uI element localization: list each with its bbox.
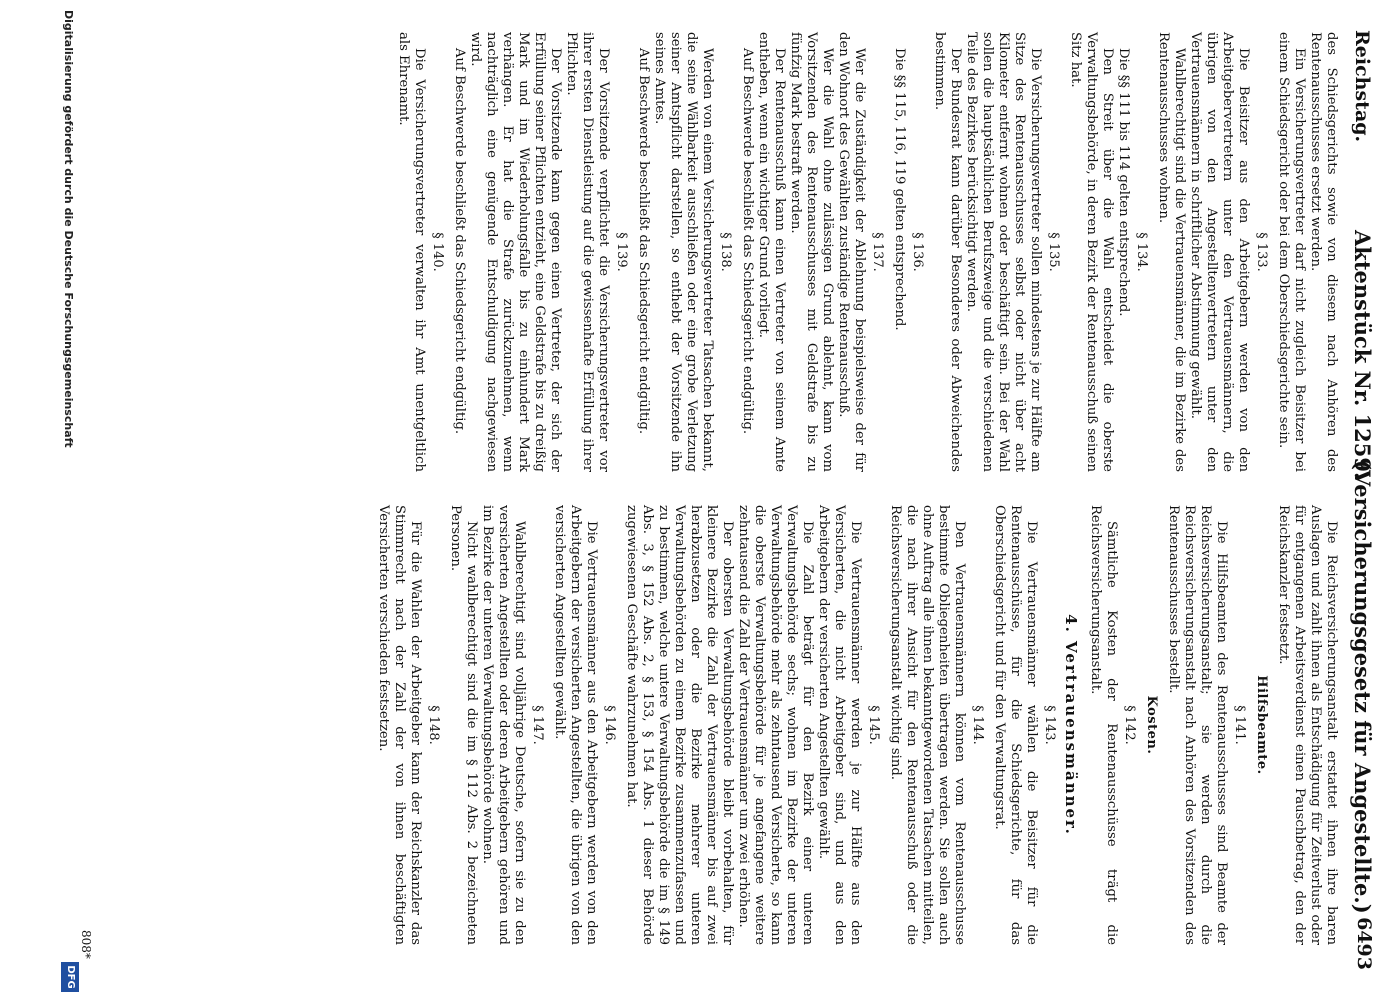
- header-title: (Versicherungsgesetz für Angestellte.): [1350, 460, 1375, 914]
- paragraph: Für die Wahlen der Arbeitgeber kann der Reichskanzler das Stimmrecht nach der Zahl der von ihnen beschäftigten Versicherten verschieden festsetzen.: [376, 505, 423, 945]
- paragraph: Die Versicherungsvertreter verwalten ihr Amt unentgeltlich als Ehrenamt.: [396, 32, 427, 472]
- paragraph: Die §§ 115, 116, 119 gelten entsprechend.: [892, 48, 907, 331]
- paragraph: Werden von einem Versicherungsvertreter Tatsachen bekannt, die seine Wählbarkeit ausschließen oder eine grobe Verletzung seiner Amtspflicht darstellen, so enthebt der Vorsitzende ihn seines Amtes.: [652, 32, 715, 472]
- section-number: § 136.: [910, 232, 925, 272]
- subheading: Kosten.: [1144, 695, 1159, 755]
- paragraph: Der Bundesrat kann darüber Besonderes oder Abweichendes bestimmen.: [932, 32, 963, 472]
- section-number: § 139.: [614, 232, 629, 272]
- chapter-heading: 4. Vertrauensmänner.: [1062, 614, 1080, 836]
- section-number: § 144.: [970, 705, 985, 745]
- paragraph: Den Streit über die Wahl entscheidet die oberste Verwaltungsbehörde, in deren Bezirk der Rentenausschuß seinen Sitz hat.: [1068, 32, 1115, 472]
- paragraph: Wahlberechtigt sind volljährige Deutsche, sofern sie zu den versicherten Angestellten oder deren Arbeitgebern gehören und im Bezirke der unteren Verwaltungsbehörde wohnen.: [480, 505, 527, 945]
- paragraph: Der obersten Verwaltungsbehörde bleibt vorbehalten, für kleinere Bezirke die Zahl der Vertrauensmänner bis auf zwei herabzusetzen oder die Bezirke mehrerer unteren Verwaltungsbehörden zu einem Bezirke zusammenzufassen und zu bestimmen, welche untere Verwaltungsbehörde die im § 149 Abs. 3, § 152 Abs. 2, § 153, § 154 Abs. 1 dieser Behörde zugewiesenen Geschäfte wahrzunehmen hat.: [624, 505, 735, 945]
- left-column: [395, 32, 1339, 472]
- section-number: § 143.: [1042, 705, 1057, 745]
- header-document-number: Aktenstück Nr. 1259.: [1350, 230, 1375, 480]
- section-number: § 146.: [602, 705, 617, 745]
- dfg-logo: DFG: [61, 962, 79, 992]
- header-left: Reichstag.: [1351, 30, 1373, 143]
- section-number: § 133.: [1254, 232, 1269, 272]
- paragraph: Die Zahl beträgt für den Bezirk einer unteren Verwaltungsbehörde sechs; wohnen im Bezirke der unteren Verwaltungsbehörde mehr als zehntausend Versicherte, so kann die oberste Verwaltungsbehörde für je angefangene weitere zehntausend die Zahl der Vertrauensmänner um zwei erhöhen.: [736, 505, 815, 945]
- paragraph: Die §§ 111 bis 114 gelten entsprechend.: [1116, 48, 1131, 317]
- section-number: § 134.: [1134, 232, 1149, 272]
- paragraph: Der Rentenausschuß kann einen Vertreter von seinem Amte entheben, wenn ein wichtiger Grund vorliegt.: [756, 32, 787, 472]
- section-number: § 142.: [1122, 705, 1137, 745]
- page-header: [1345, 30, 1375, 970]
- digitization-credit: Digitalisierung gefördert durch die Deutsche Forschungsgemeinschaft: [62, 10, 75, 448]
- page-number: 6493: [1353, 917, 1375, 970]
- paragraph: Der Vorsitzende verpflichtet die Versicherungsvertreter vor ihrer ersten Dienstleistung auf die gewissenhafte Erfüllung ihrer Pflichten.: [564, 32, 611, 472]
- paragraph: Auf Beschwerde beschließt das Schiedsgericht endgültig.: [636, 48, 651, 435]
- paragraph: Die Vertrauensmänner wählen die Beisitzer für die Rentenausschüsse, für die Schiedsgerichte, für das Oberschiedsgericht und für den Verwaltungsrat.: [992, 505, 1039, 945]
- paragraph: Der Vorsitzende kann gegen einen Vertreter, der sich der Erfüllung seiner Pflichten entzieht, eine Geldstrafe bis zu dreißig Mark und im Wiederholungsfalle bis zu einhundert Mark verhängen. Er hat die Strafe zurückzunehmen, wenn nachträglich eine genügende Entschuldigung nachgewiesen wird.: [468, 32, 563, 472]
- paragraph: Die Versicherungsvertreter sollen mindestens je zur Hälfte am Sitze des Rentenausschusses selbst oder nicht über acht Kilometer entfernt wohnen oder beschäftigt sein. Bei der Wahl sollen die hauptsächlichen Berufszweige und die verschiedenen Teile des Bezirkes berücksichtigt werden.: [964, 32, 1043, 472]
- paragraph: Sämtliche Kosten der Rentenausschüsse trägt die Reichsversicherungsanstalt.: [1088, 505, 1119, 945]
- section-number: § 138.: [718, 232, 733, 272]
- paragraph: Die Vertrauensmänner werden je zur Hälfte aus den Versicherten, die nicht Arbeitgeber sind, und aus den Arbeitgebern der versicherten Angestellten gewählt.: [816, 505, 863, 945]
- digitization-sidebar: [53, 0, 83, 1000]
- paragraph: Wer die Zuständigkeit der Ablehnung beispielsweise der für den Wohnort des Gewählten zuständige Rentenausschuß.: [836, 32, 867, 472]
- paragraph: Die Hilfsbeamten des Rentenausschusses sind Beamte der Reichsversicherungsanstalt; sie werden durch die Reichsversicherungsanstalt nach Anhören des Vorsitzenden des Rentenausschusses bestellt.: [1166, 505, 1229, 945]
- section-number: § 141.: [1232, 705, 1247, 745]
- section-number: § 140.: [430, 232, 445, 272]
- section-number: § 137.: [870, 232, 885, 272]
- section-number: § 148.: [426, 705, 441, 745]
- section-number: § 145.: [866, 705, 881, 745]
- paragraph: Nicht wahlberechtigt sind die im § 112 Abs. 2 bezeichneten Personen.: [448, 505, 479, 945]
- section-number: § 135.: [1046, 232, 1061, 272]
- paragraph: Die Reichsversicherungsanstalt erstattet ihnen ihre baren Auslagen und zahlt ihnen als Entschädigung für Zeitverlust oder für entgangenen Arbeitsverdienst einen Pauschbetrag, den der Reichskanzler festsetzt.: [1276, 505, 1339, 945]
- paragraph: Auf Beschwerde beschließt das Schiedsgericht endgültig.: [452, 48, 467, 435]
- paragraph: Auf Beschwerde beschließt das Schiedsgericht endgültig.: [740, 48, 755, 435]
- right-column: [375, 505, 1339, 945]
- subheading: Hilfsbeamte.: [1254, 675, 1269, 775]
- paragraph: Wahlberechtigt sind die Vertrauensmänner, die im Bezirke des Rentenausschusses wohnen.: [1156, 32, 1187, 472]
- section-number: § 147.: [530, 705, 545, 745]
- paragraph: Wer die Wahl ohne zulässigen Grund ablehnt, kann vom Vorsitzenden des Rentenausschusses mit Geldstrafe bis zu fünfzig Mark bestraft werden.: [788, 32, 835, 472]
- paragraph: Den Vertrauensmännern können vom Rentenausschusse bestimmte Obliegenheiten übertragen werden. Sie sollen auch ohne Auftrag alle ihnen bekanntgewordenen Tatsachen mitteilen, die nach ihrer Ansicht für den Rentenausschuß oder die Reichsversicherungsanstalt wichtig sind.: [888, 505, 967, 945]
- signature-mark: 808*: [79, 930, 93, 959]
- paragraph: Ein Versicherungsvertreter darf nicht zugleich Beisitzer bei einem Schiedsgericht oder bei dem Oberschiedsgerichte sein.: [1276, 32, 1307, 472]
- paragraph: des Schiedsgerichts sowie von diesem nach Anhören des Rentenausschusses ersetzt werden.: [1308, 32, 1339, 472]
- paragraph: Die Vertrauensmänner aus den Arbeitgebern werden von den Arbeitgebern der versicherten Angestellten, die übrigen von den versicherten Angestellten gewählt.: [552, 505, 599, 945]
- paragraph: Die Beisitzer aus den Arbeitgebern werden von den Arbeitgebervertretern unter den Vertrauensmännern, die übrigen von den Angestelltenvertretern unter den Vertrauensmännern in schriftlicher Abstimmung gewählt.: [1188, 32, 1251, 472]
